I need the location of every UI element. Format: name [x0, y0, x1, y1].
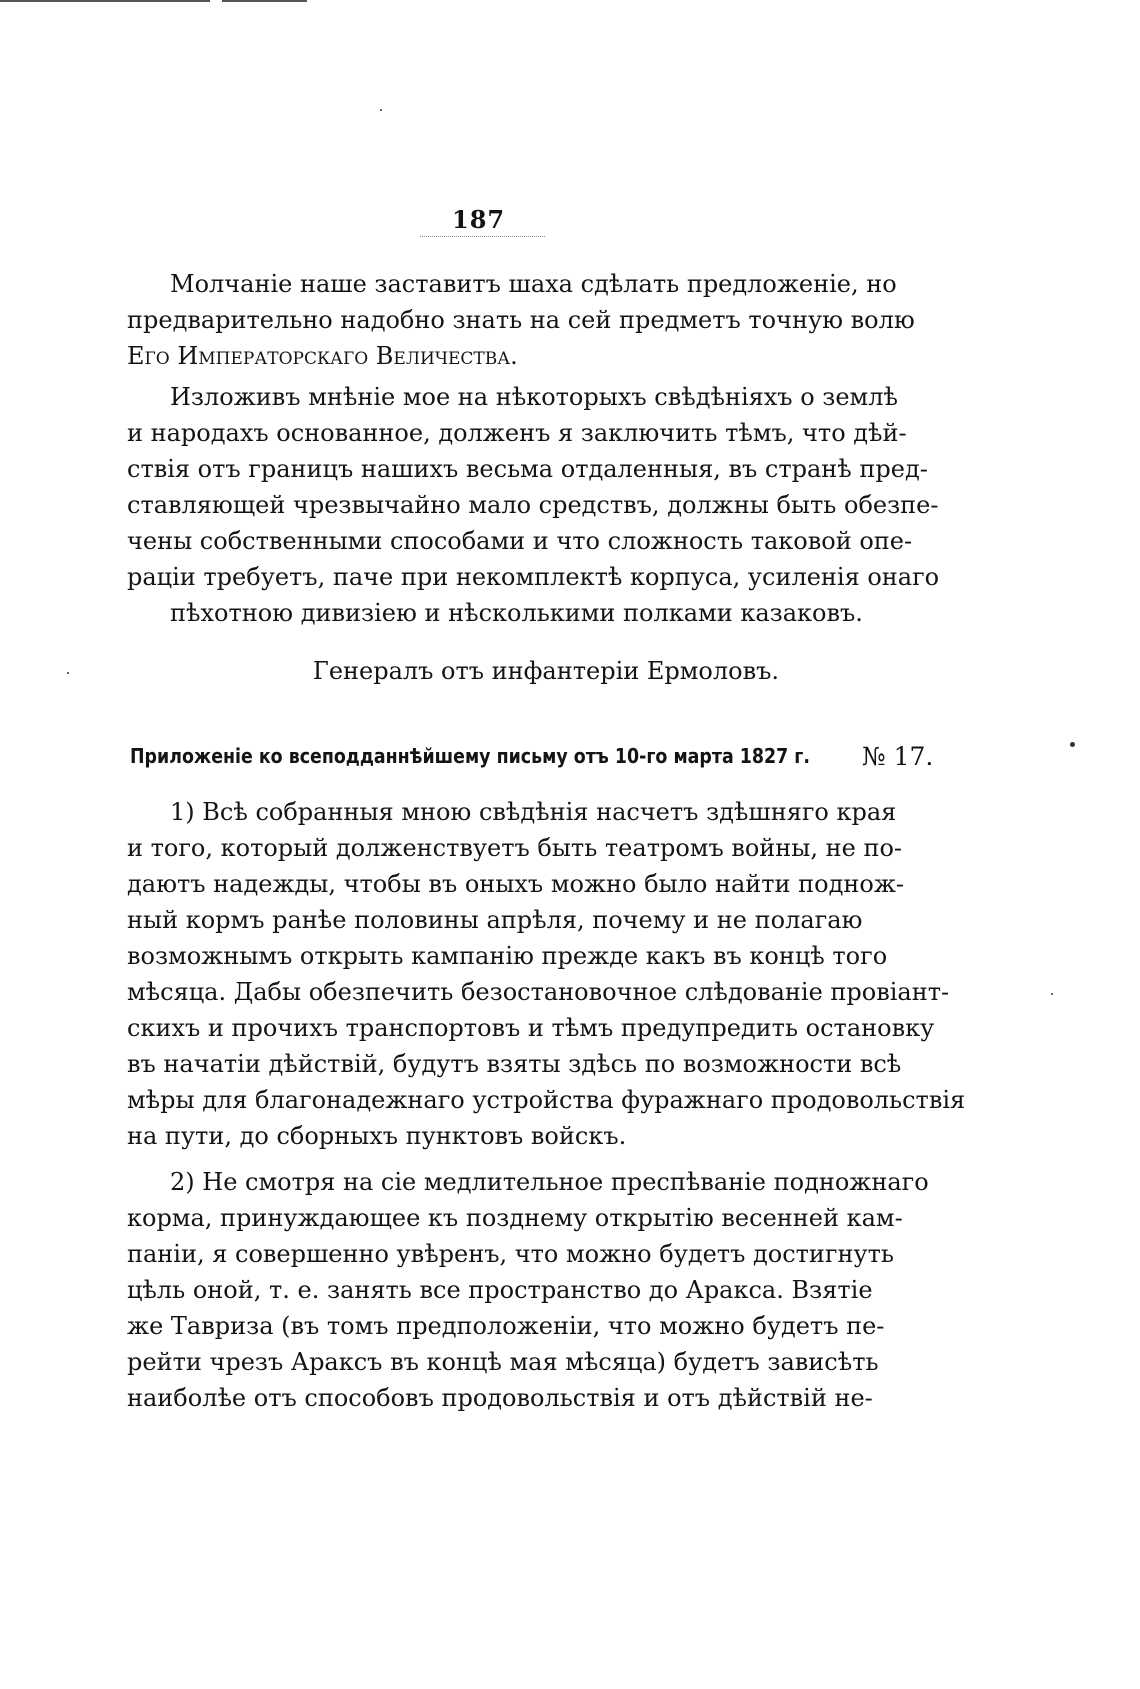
text-line: цѣль оной, т. е. занять все пространство до Аракса. Взятіе	[127, 1276, 873, 1304]
text-line: и народахъ основанное, долженъ я заключить тѣмъ, что дѣй-	[127, 419, 907, 447]
text-line: 2) Не смотря на сіе медлительное преспѣваніе подножнаго	[170, 1168, 929, 1196]
text-line: ствія отъ границъ нашихъ весьма отдаленныя, въ странѣ пред-	[127, 455, 928, 483]
scan-speck	[1070, 742, 1075, 747]
text-line: мѣры для благонадежнаго устройства фуражнаго продовольствія	[127, 1086, 966, 1114]
text-line: раціи требуетъ, паче при некомплектѣ корпуса, усиленія онаго	[127, 563, 940, 591]
text-line: корма, принуждающее къ позднему открытію весенней кам-	[127, 1204, 903, 1232]
text-line: пѣхотною дивизіею и нѣсколькими полками казаковъ.	[170, 599, 863, 627]
page-number-underline	[420, 236, 545, 237]
text-line: 1) Всѣ собранныя мною свѣдѣнія насчетъ здѣшняго края	[170, 798, 897, 826]
text-line: рейти чрезъ Араксъ въ концѣ мая мѣсяца) будетъ зависѣть	[127, 1348, 879, 1376]
text-line: и того, который долженствуетъ быть театромъ войны, не по-	[127, 834, 903, 862]
top-edge-rule	[0, 0, 320, 3]
text-line: Изложивъ мнѣніе мое на нѣкоторыхъ свѣдѣніяхъ о землѣ	[170, 383, 898, 411]
text-line: предварительно надобно знать на сей предметъ точную волю	[127, 306, 915, 334]
text-line: мѣсяца. Дабы обезпечить безостановочное слѣдованіе провіант-	[127, 978, 950, 1006]
scan-speck	[67, 672, 69, 674]
scan-speck	[380, 109, 382, 111]
text-line: Его Императорскаго Величества.	[127, 342, 518, 370]
text-line: наиболѣе отъ способовъ продовольствія и отъ дѣйствій не-	[127, 1384, 873, 1412]
text-line: на пути, до сборныхъ пунктовъ войскъ.	[127, 1122, 627, 1150]
signature: Генералъ отъ инфантеріи Ермоловъ.	[312, 657, 779, 685]
scan-speck	[1051, 993, 1053, 995]
appendix-heading: Приложеніе ко всеподданнѣйшему письму отъ 10-го марта 1827 г.	[130, 744, 810, 768]
document-number: № 17.	[862, 742, 934, 771]
text-line: въ начатіи дѣйствій, будутъ взяты здѣсь по возможности всѣ	[127, 1050, 902, 1078]
text-line: скихъ и прочихъ транспортовъ и тѣмъ предупредить остановку	[127, 1014, 935, 1042]
text-line: чены собственными способами и что сложность таковой опе-	[127, 527, 913, 555]
text-line: ный кормъ ранѣе половины апрѣля, почему и не полагаю	[127, 906, 863, 934]
text-line: же Тавриза (въ томъ предположеніи, что можно будетъ пе-	[127, 1312, 885, 1340]
text-line: Молчаніе наше заставитъ шаха сдѣлать предложеніе, но	[170, 270, 897, 298]
text-line: даютъ надежды, чтобы въ оныхъ можно было найти поднож-	[127, 870, 905, 898]
text-line: ставляющей чрезвычайно мало средствъ, должны быть обезпе-	[127, 491, 939, 519]
page-number: 187	[452, 205, 506, 234]
text-line: возможнымъ открыть кампанію прежде какъ въ концѣ того	[127, 942, 888, 970]
text-line: паніи, я совершенно увѣренъ, что можно будетъ достигнуть	[127, 1240, 894, 1268]
